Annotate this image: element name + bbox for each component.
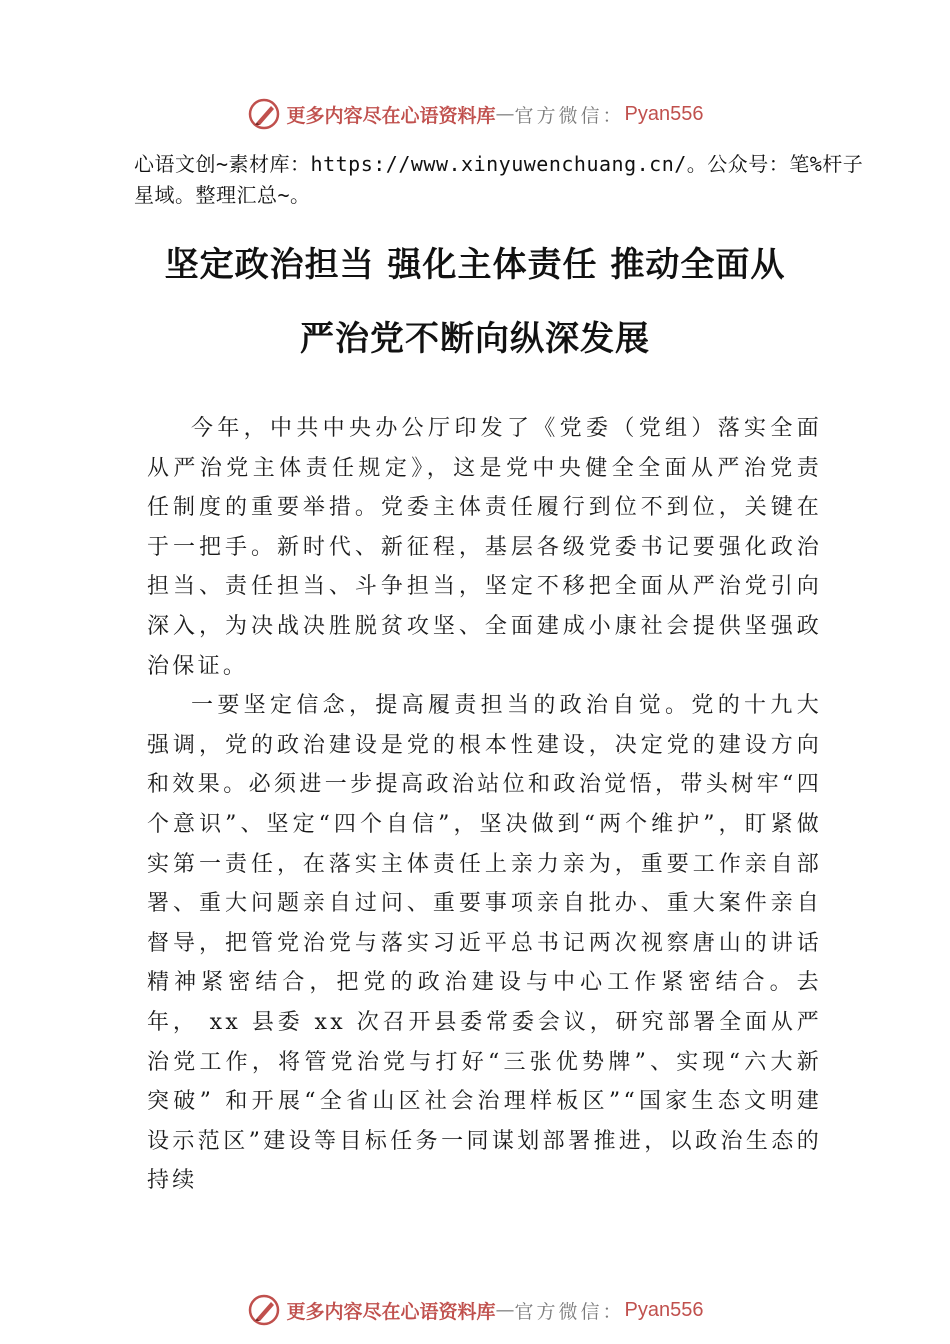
pen-logo-icon: [247, 97, 281, 131]
banner-label: 官方微信：: [514, 104, 625, 127]
top-watermark-banner: [0, 94, 950, 134]
banner-main-text: 更多内容尽在心语资料库: [286, 104, 496, 127]
banner-label: 官方微信：: [514, 1300, 625, 1323]
bottom-watermark-banner: [0, 1290, 950, 1330]
banner-wechat-id: Pyan556: [624, 102, 704, 125]
banner-dash: —: [495, 103, 515, 125]
article-body: [147, 409, 822, 1201]
banner-wechat-id: Pyan556: [624, 1298, 704, 1321]
title-line-1: 坚定政治担当 强化主体责任 推动全面从: [164, 245, 786, 285]
title-line-2: 严治党不断向纵深发展: [300, 319, 650, 359]
pen-logo-icon: [247, 1293, 281, 1327]
paragraph: 一要坚定信念，提高履责担当的政治自觉。党的十九大强调，党的政治建设是党的根本性建设，决定党的建设方向和效果。必须进一步提高政治站位和政治觉悟，带头树牢“四个意识”、坚定“四个自信”，坚决做到“两个维护”，盯紧做实第一责任，在落实主体责任上亲力亲为，重要工作亲自部署、重大问题亲自过问、重要事项亲自批办、重大案件亲自督导，把管党治党与落实习近平总书记两次视察唐山的讲话精神紧密结合，把党的政治建设与中心工作紧密结合。去年， xx 县委 xx 次召开县委常委会议，研究部署全面从严治党工作，将管党治党与打好“三张优势牌”、实现“六大新突破” 和开展“全省山区社会治理样板区”“国家生态文明建设示范区”建设等目标任务一同谋划部署推进，以政治生态的持续: [147, 693, 822, 1194]
banner-main-text: 更多内容尽在心语资料库: [286, 1300, 496, 1323]
paragraph: 今年，中共中央办公厅印发了《党委（党组）落实全面从严治党主体责任规定》，这是党中央健全全面从严治党责 任制度的重要举措。党委主体责任履行到位不到位，关键在于一把手。新时代、新征程，基层各级党委书记要强化政治担当、责任担当、斗争担当，坚定不移把全面从严治党引向深入，为决战决胜脱贫攻坚、全面建成小康社会提供坚强政治保证。: [147, 416, 822, 679]
banner-dash: —: [495, 1299, 515, 1321]
header-note: 心语文创~素材库：https://www.xinyuwenchuang.cn/。公众号：笔%杆子星域。整理汇总~。: [134, 152, 864, 207]
